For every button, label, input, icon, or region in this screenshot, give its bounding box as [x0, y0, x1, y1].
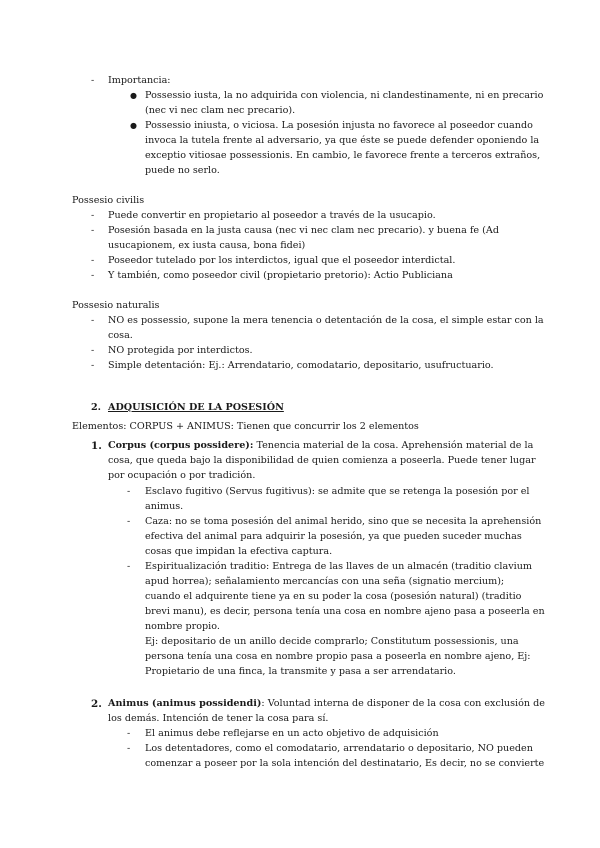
corpus-sub-3-line-5: nombre propio.: [145, 621, 220, 632]
dot-bullet: ●: [130, 91, 137, 100]
importancia-item-2-line-3: exceptio vitiosae possessionis. En cambio, le favorece frente a terceros extraños,: [145, 150, 541, 161]
dash-bullet: -: [91, 75, 95, 86]
animus-sub-2-line-2: comenzar a poseer por la sola intención del destinatario, Es decir, no se convierte: [145, 758, 545, 769]
corpus-text-1: Tenencia material de la cosa. Aprehensión material de la: [253, 440, 534, 451]
naturalis-title: Possesio naturalis: [72, 300, 160, 311]
corpus-sub-2-line-2: efectiva del animal para adquirir la posesión, ya que pueden suceder muchas: [145, 531, 522, 542]
section-title: ADQUISICIÓN DE LA POSESIÓN: [108, 402, 284, 413]
naturalis-item-2: NO protegida por interdictos.: [108, 345, 253, 356]
dash-bullet: -: [91, 345, 95, 356]
civilis-item-4: Y también, como poseedor civil (propietario pretorio): Actio Publiciana: [108, 270, 453, 281]
dash-bullet: -: [127, 516, 131, 527]
animus-label: Animus (animus possidendi): [108, 698, 262, 709]
animus-line-2: los demás. Intención de tener la cosa para sí.: [108, 713, 329, 724]
naturalis-item-3: Simple detentación: Ej.: Arrendatario, comodatario, depositario, usufructuario.: [108, 360, 494, 371]
corpus-label: Corpus (corpus possidere):: [108, 440, 254, 451]
corpus-sub-3-line-8: Propietario de una finca, la transmite y pasa a ser arrendatario.: [145, 666, 456, 677]
animus-number: 2.: [91, 698, 102, 710]
civilis-item-2-line-1: Posesión basada en la justa causa (nec vi nec clam nec precario). y buena fe (Ad: [108, 225, 499, 236]
animus-line-1: [108, 696, 545, 712]
animus-sub-2-line-1: Los detentadores, como el comodatario, arrendatario o depositario, NO pueden: [145, 743, 533, 754]
corpus-line-2: cosa, que queda bajo la disponibilidad de quien comienza a poseerla. Puede tener lugar: [108, 455, 536, 466]
animus-text-1: : Voluntad interna de disponer de la cosa con exclusión de: [261, 698, 545, 709]
civilis-title: Possesio civilis: [72, 195, 145, 206]
corpus-sub-3-line-1: Espiritualización traditio: Entrega de las llaves de un almacén (traditio clavium: [145, 561, 532, 572]
corpus-sub-3-line-4: brevi manu), es decir, persona tenía una cosa en nombre ajeno pasa a poseerla en: [145, 606, 545, 617]
corpus-sub-3-line-3: cuando el adquirente tiene ya en su poder la cosa (posesión natural) (traditio: [145, 591, 522, 602]
civilis-item-1: Puede convertir en propietario al poseedor a través de la usucapio.: [108, 210, 436, 221]
corpus-line-1: [108, 438, 533, 454]
corpus-sub-3-line-6: Ej: depositario de un anillo decide comprarlo; Constitutum possessionis, una: [145, 636, 519, 647]
dash-bullet: -: [91, 255, 95, 266]
corpus-sub-3-line-7: persona tenía una cosa en nombre propio pasa a poseerla en nombre ajeno, Ej:: [145, 651, 531, 662]
corpus-sub-1-line-1: Esclavo fugitivo (Servus fugitivus): se admite que se retenga la posesión por el: [145, 486, 530, 497]
corpus-sub-2-line-3: cosas que impidan la efectiva captura.: [145, 546, 333, 557]
dash-bullet: -: [91, 225, 95, 236]
corpus-line-3: por ocupación o por tradición.: [108, 470, 256, 481]
dash-bullet: -: [127, 486, 131, 497]
naturalis-item-1-line-2: cosa.: [108, 330, 133, 341]
naturalis-item-1-line-1: NO es possessio, supone la mera tenencia o detentación de la cosa, el simple estar con la: [108, 315, 544, 326]
dash-bullet: -: [127, 728, 131, 739]
dash-bullet: -: [91, 270, 95, 281]
importancia-item-1-line-1: Possessio iusta, la no adquirida con violencia, ni clandestinamente, ni en precario: [145, 90, 544, 101]
civilis-item-3: Poseedor tutelado por los interdictos, igual que el poseedor interdictal.: [108, 255, 456, 266]
importancia-item-1-line-2: (nec vi nec clam nec precario).: [145, 105, 296, 116]
elements-intro: Elementos: CORPUS + ANIMUS: Tienen que concurrir los 2 elementos: [72, 421, 419, 432]
corpus-sub-1-line-2: animus.: [145, 501, 184, 512]
animus-sub-1: El animus debe reflejarse en un acto objetivo de adquisición: [145, 728, 439, 739]
importancia-heading: Importancia:: [108, 75, 171, 86]
corpus-number: 1.: [91, 440, 102, 452]
corpus-sub-3-line-2: apud horrea); señalamiento mercancías con una seña (signatio mercium);: [145, 576, 505, 587]
importancia-item-2-line-1: Possessio iniusta, o viciosa. La posesión injusta no favorece al poseedor cuando: [145, 120, 533, 131]
dash-bullet: -: [91, 360, 95, 371]
dash-bullet: -: [91, 210, 95, 221]
dash-bullet: -: [91, 315, 95, 326]
section-number: 2.: [91, 402, 102, 413]
dash-bullet: -: [127, 743, 131, 754]
importancia-item-2-line-4: puede no serlo.: [145, 165, 220, 176]
corpus-sub-2-line-1: Caza: no se toma posesión del animal herido, sino que se necesita la aprehensión: [145, 516, 542, 527]
civilis-item-2-line-2: usucapionem, ex iusta causa, bona fidei): [108, 240, 306, 251]
dash-bullet: -: [127, 561, 131, 572]
importancia-item-2-line-2: invoca la tutela frente al adversario, ya que éste se puede defender oponiendo la: [145, 135, 540, 146]
dot-bullet: ●: [130, 121, 137, 130]
